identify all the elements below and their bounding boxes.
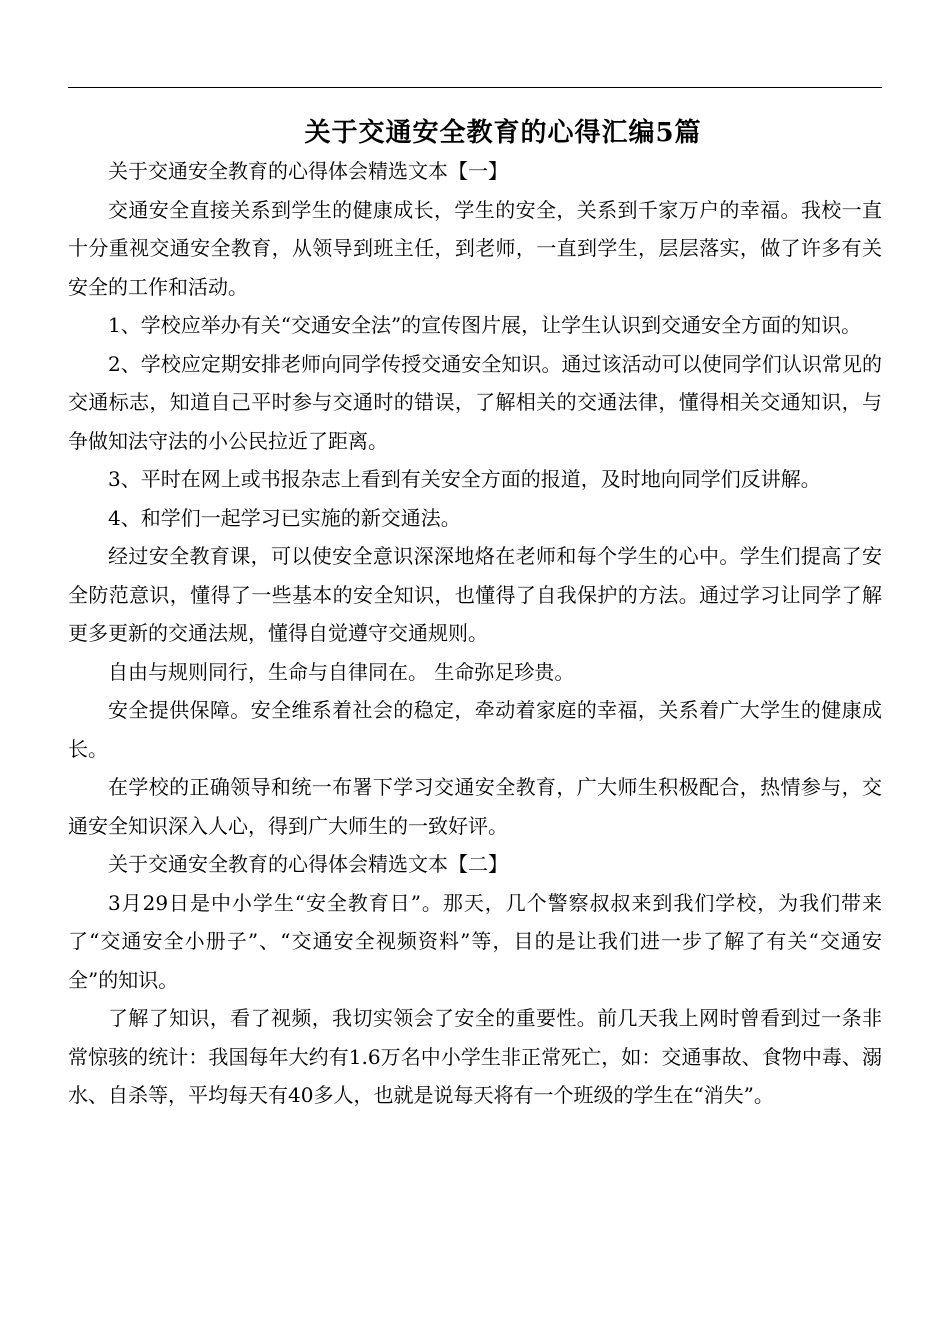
paragraph: 安全提供保障。安全维系着社会的稳定，牵动着家庭的幸福，关系着广大学生的健康成长。 xyxy=(68,698,882,761)
section-heading-1: 关于交通安全教育的心得体会精选文本【一】 xyxy=(108,159,508,183)
document-title xyxy=(68,113,882,153)
paragraph: 交通安全直接关系到学生的健康成长，学生的安全，关系到千家万户的幸福。我校一直十分重视交通安全教育，从领导到班主任，到老师，一直到学生，层层落实，做了许多有关安全的工作和活动。 xyxy=(68,197,882,299)
header-rule xyxy=(68,87,882,88)
paragraph: 了解了知识，看了视频，我切实领会了安全的重要性。前几天我上网时曾看到过一条非常惊骇的统计：我国每年大约有1.6万名中小学生非正常死亡，如：交通事故、食物中毒、溺水、自杀等，平均每天有40多人，也就是说每天将有一个班级的学生在“消失”。 xyxy=(68,1006,882,1107)
section-heading-2: 关于交通安全教育的心得体会精选文本【二】 xyxy=(108,852,508,876)
paragraph: 在学校的正确领导和统一布署下学习交通安全教育，广大师生积极配合，热情参与，交通安全知识深入人心，得到广大师生的一致好评。 xyxy=(68,775,882,838)
list-item-2: 2、学校应定期安排老师向同学传授交通安全知识。通过该活动可以使同学们认识常见的交通标志，知道自己平时参与交通时的错误，了解相关的交通法律，懂得相关交通知识，与争做知法守法的小公民拉近了距离。 xyxy=(68,351,882,453)
list-item-3: 3、平时在网上或书报杂志上看到有关安全方面的报道，及时地向同学们反讲解。 xyxy=(108,467,821,491)
paragraph: 经过安全教育课，可以使安全意识深深地烙在老师和每个学生的心中。学生们提高了安全防范意识，懂得了一些基本的安全知识，也懂得了自我保护的方法。通过学习让同学了解更多更新的交通法规，懂得自觉遵守交通规则。 xyxy=(68,544,882,645)
paragraph: 自由与规则同行，生命与自律同在。 生命弥足珍贵。 xyxy=(108,659,575,684)
document-title-text: 关于交通安全教育的心得汇编5篇 xyxy=(304,118,702,149)
list-item-4: 4、和学们一起学习已实施的新交通法。 xyxy=(108,505,461,530)
list-item-1: 1、学校应举办有关“交通安全法”的宣传图片展，让学生认识到交通安全方面的知识。 xyxy=(108,313,862,337)
paragraph: 3月29日是中小学生“安全教育日”。那天，几个警察叔叔来到我们学校，为我们带来了“交通安全小册子”、“交通安全视频资料”等，目的是让我们进一步了解了有关“交通安全”的知识。 xyxy=(68,890,882,992)
document-body xyxy=(68,152,882,1115)
